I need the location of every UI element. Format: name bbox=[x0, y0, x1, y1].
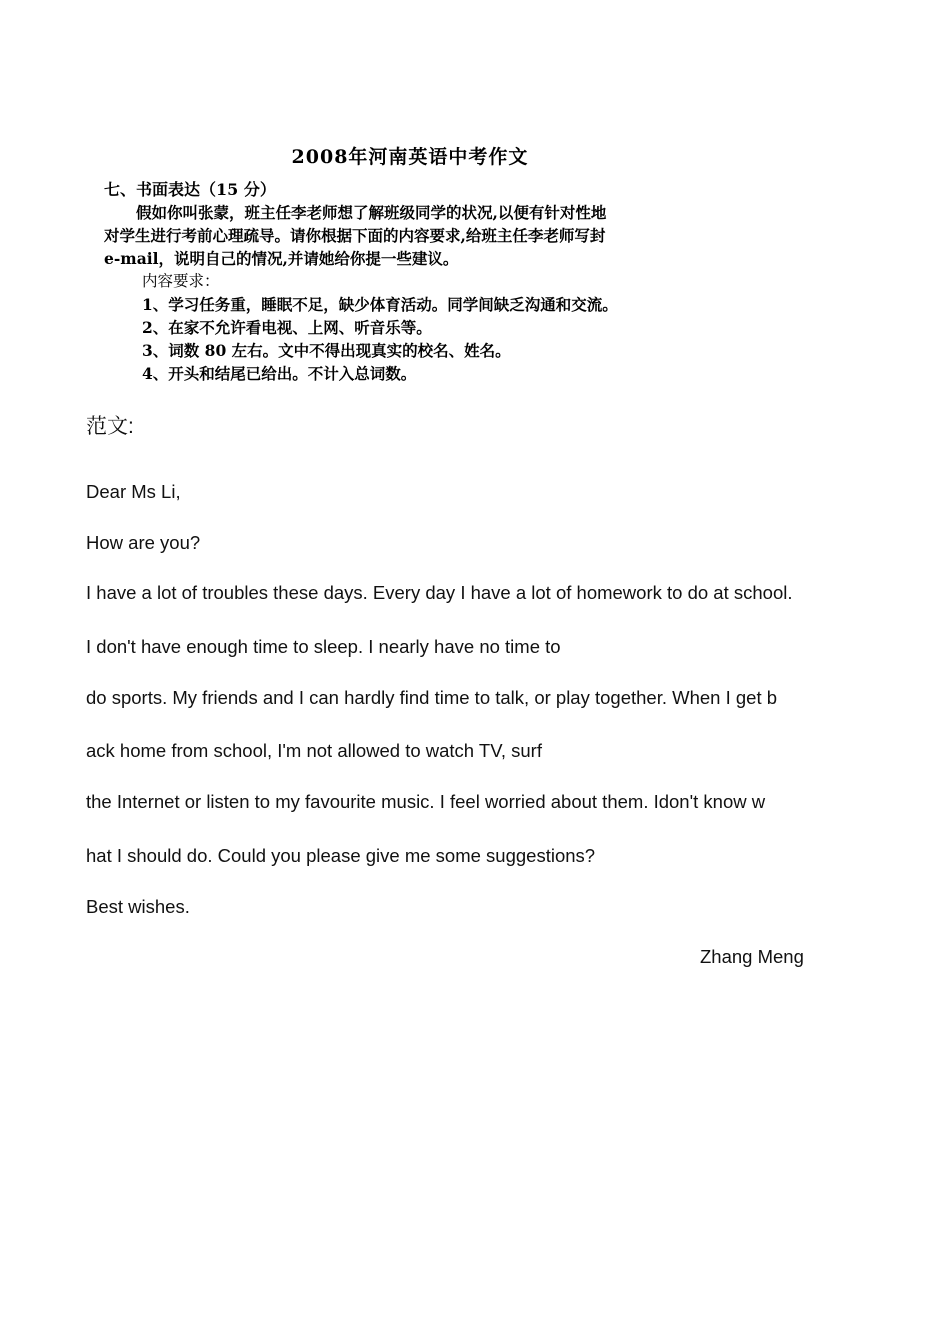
essay-line: do sports. My friends and I can hardly find time to talk, or play together. When I get b bbox=[86, 687, 778, 708]
sample-label: 范文: bbox=[86, 415, 134, 438]
essay-line: Best wishes. bbox=[86, 896, 190, 917]
essay-line: the Internet or listen to my favourite music. I feel worried about them. Idon't know w bbox=[86, 791, 766, 812]
essay-line: I have a lot of troubles these days. Every day I have a lot of homework to do at school. bbox=[86, 582, 793, 603]
essay-line: Dear Ms Li, bbox=[86, 481, 181, 502]
prompt-line: e-mail，说明自己的情况,并请她给你提一些建议。 bbox=[104, 249, 459, 268]
requirement-item: 3、词数 80 左右。文中不得出现真实的校名、姓名。 bbox=[142, 341, 511, 360]
essay-line: How are you? bbox=[86, 532, 201, 553]
prompt-line: 对学生进行考前心理疏导。请你根据下面的内容要求,给班主任李老师写封 bbox=[104, 226, 606, 245]
requirements-label: 内容要求： bbox=[142, 272, 220, 290]
question-heading: 七、书面表达（15 分） bbox=[104, 180, 276, 199]
prompt-line: 假如你叫张蒙，班主任李老师想了解班级同学的状况,以便有针对性地 bbox=[136, 203, 607, 222]
requirement-item: 2、在家不允许看电视、上网、听音乐等。 bbox=[142, 318, 432, 337]
requirement-item: 4、开头和结尾已给出。不计入总词数。 bbox=[142, 364, 417, 383]
signature: Zhang Meng bbox=[700, 946, 804, 967]
document-title: 2008年河南英语中考作文 bbox=[291, 146, 529, 168]
essay-line: ack home from school, I'm not allowed to watch TV, surf bbox=[86, 740, 542, 761]
essay-line: I don't have enough time to sleep. I nearly have no time to bbox=[86, 636, 561, 657]
essay-line: hat I should do. Could you please give me some suggestions? bbox=[86, 845, 596, 866]
requirement-item: 1、学习任务重，睡眠不足，缺少体育活动。同学间缺乏沟通和交流。 bbox=[142, 295, 618, 314]
